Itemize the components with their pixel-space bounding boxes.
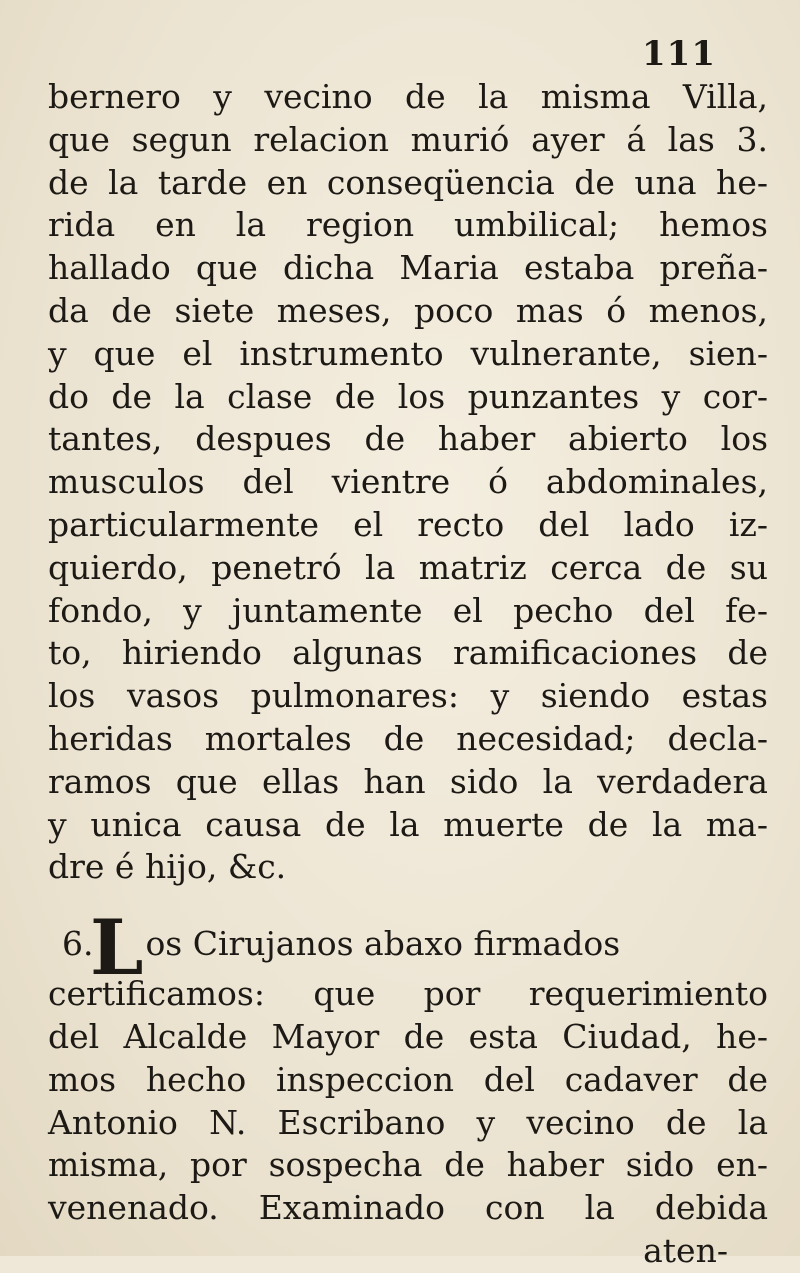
text-line: que segun relacion murió ayer á las 3.: [48, 119, 768, 159]
text-line: quierdo, penetró la matriz cerca de su: [48, 547, 768, 587]
paragraph-2-first-line: [48, 903, 768, 993]
text-line: fondo, y juntamente el pecho del fe-: [48, 590, 768, 630]
text-line: heridas mortales de necesidad; decla-: [48, 718, 768, 758]
catchword: aten-: [643, 1230, 728, 1270]
text-line: del Alcalde Mayor de esta Ciudad, he-: [48, 1016, 768, 1056]
text-line: misma, por sospecha de haber sido en-: [48, 1145, 768, 1185]
first-line-text: os Cirujanos abaxo firmados: [145, 924, 621, 964]
drop-cap: L: [90, 903, 144, 993]
paragraph-gap: [48, 889, 768, 911]
text-line: musculos del vientre ó abdominales,: [48, 462, 768, 502]
paragraph-1: [48, 76, 768, 889]
text-line: los vasos pulmonares: y siendo estas: [48, 676, 768, 716]
text-line: da de siete meses, poco mas ó menos,: [48, 290, 768, 330]
text-line: dre é hijo, &c.: [48, 847, 287, 887]
text-line: hallado que dicha Maria estaba preña-: [48, 248, 768, 288]
text-line: de la tarde en conseqüencia de una he-: [48, 162, 768, 202]
text-line: to, hiriendo algunas ramificaciones de: [48, 633, 768, 673]
paragraph-2: [48, 903, 768, 1273]
text-line: venenado. Examinado con la debida: [48, 1188, 768, 1228]
text-line: y que el instrumento vulnerante, sien-: [48, 333, 768, 373]
text-line: mos hecho inspeccion del cadaver de: [48, 1059, 768, 1099]
text-line: bernero y vecino de la misma Villa,: [48, 77, 768, 116]
page-number: 111: [642, 34, 716, 74]
text-line: do de la clase de los punzantes y cor-: [48, 376, 768, 416]
body-text: [48, 76, 768, 1273]
text-line: tantes, despues de haber abierto los: [48, 419, 768, 459]
text-line: particularmente el recto del lado iz-: [48, 504, 768, 544]
text-line: y unica causa de la muerte de la ma-: [48, 804, 768, 844]
text-line: Antonio N. Escribano y vecino de la: [48, 1102, 768, 1142]
text-line: certificamos: que por requerimiento: [48, 974, 768, 1014]
text-line: ramos que ellas han sido la verdadera: [48, 761, 768, 801]
text-line: rida en la region umbilical; hemos: [48, 205, 768, 245]
paragraph-number: 6.: [62, 924, 94, 964]
